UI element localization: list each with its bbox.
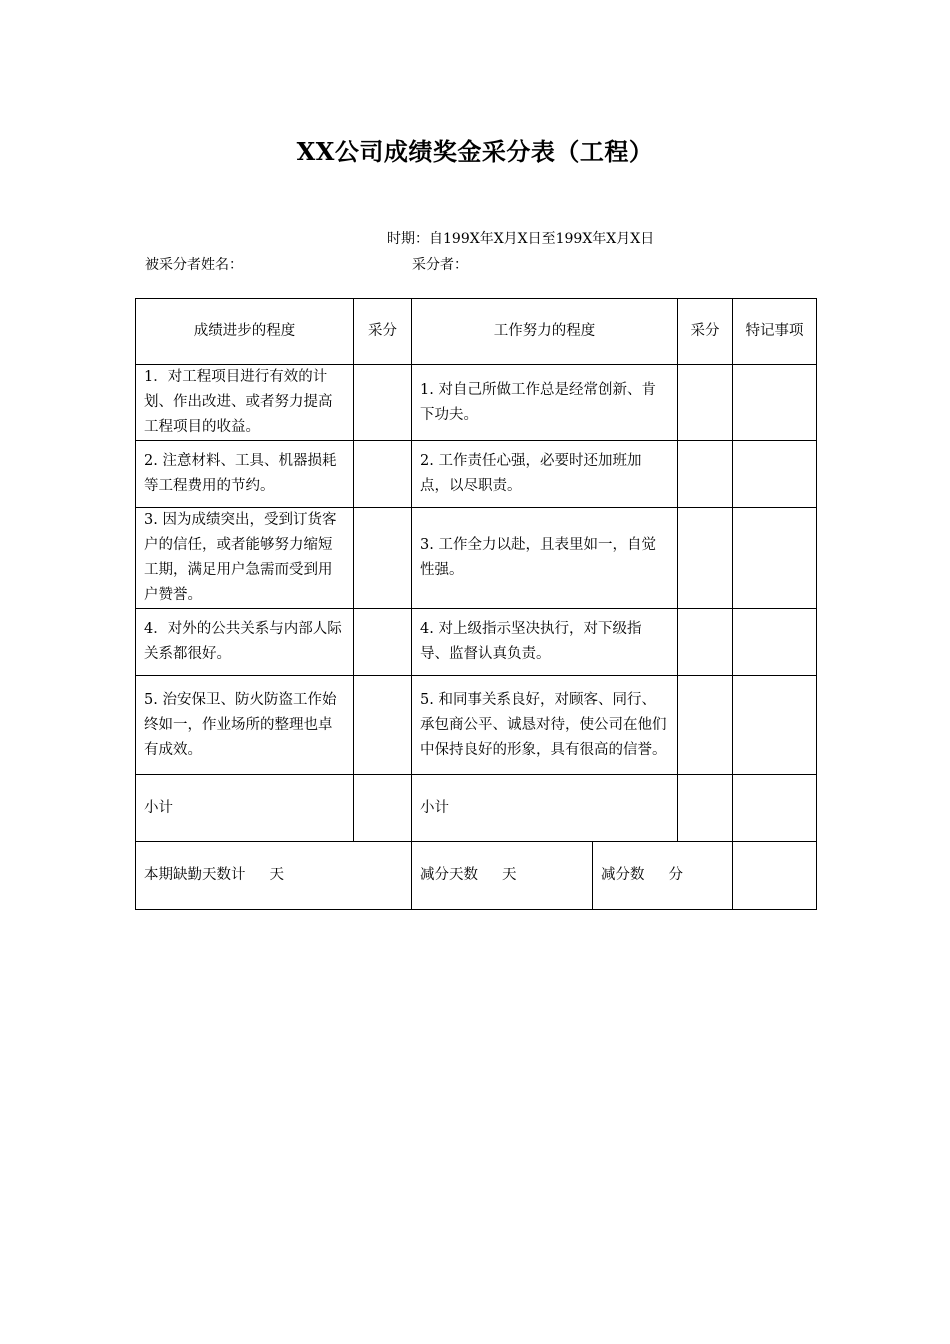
footer-notes-cell[interactable] xyxy=(733,842,817,910)
progress-item-4: 4．对外的公共关系与内部人际关系都很好。 xyxy=(136,609,354,676)
absence-days-unit: 天 xyxy=(269,867,284,883)
progress-item-5: 5. 治安保卫、防火防盗工作始终如一，作业场所的整理也卓有成效。 xyxy=(136,676,354,775)
deduction-cell xyxy=(412,842,733,910)
table-row xyxy=(136,676,817,775)
subtotal-effort-label: 小计 xyxy=(412,775,678,842)
evaluatee-name-label: 被采分者姓名： xyxy=(145,257,243,273)
document-title: XX公司成绩奖金采分表（工程） xyxy=(296,137,654,166)
progress-item-1: 1．对工程项目进行有效的计划、作出改进、或者努力提高工程项目的收益。 xyxy=(136,365,354,441)
subtotal-progress-label: 小计 xyxy=(136,775,354,842)
table-row xyxy=(136,365,817,441)
deduct-days-cell[interactable] xyxy=(412,842,593,909)
evaluator-label: 采分者： xyxy=(412,257,468,273)
score-cell-progress-3[interactable] xyxy=(354,508,412,609)
notes-cell-4[interactable] xyxy=(733,609,817,676)
header-notes: 特记事项 xyxy=(733,299,817,365)
absence-days-cell[interactable] xyxy=(136,842,412,910)
header-effort: 工作努力的程度 xyxy=(412,299,678,365)
header-score-2: 采分 xyxy=(678,299,733,365)
table-row xyxy=(136,508,817,609)
subtotal-effort-score[interactable] xyxy=(678,775,733,842)
notes-cell-3[interactable] xyxy=(733,508,817,609)
header-score-1: 采分 xyxy=(354,299,412,365)
header-progress: 成绩进步的程度 xyxy=(136,299,354,365)
score-cell-progress-2[interactable] xyxy=(354,441,412,508)
progress-item-2: 2. 注意材料、工具、机器损耗等工程费用的节约。 xyxy=(136,441,354,508)
deduct-days-unit: 天 xyxy=(502,867,517,883)
absence-days-label: 本期缺勤天数计 xyxy=(144,867,246,883)
effort-item-5: 5. 和同事关系良好，对顾客、同行、承包商公平、诚恳对待，使公司在他们中保持良好的形象，具有很高的信誉。 xyxy=(412,676,678,775)
subtotal-progress-score[interactable] xyxy=(354,775,412,842)
table-row xyxy=(136,609,817,676)
score-cell-effort-1[interactable] xyxy=(678,365,733,441)
footer-row xyxy=(136,842,817,910)
notes-cell-2[interactable] xyxy=(733,441,817,508)
score-cell-effort-3[interactable] xyxy=(678,508,733,609)
score-cell-effort-5[interactable] xyxy=(678,676,733,775)
effort-item-4: 4. 对上级指示坚决执行，对下级指导、监督认真负责。 xyxy=(412,609,678,676)
progress-item-3: 3. 因为成绩突出，受到订货客户的信任，或者能够努力缩短工期，满足用户急需而受到用户赞誉。 xyxy=(136,508,354,609)
deduct-points-label: 减分数 xyxy=(601,867,645,883)
deduct-points-cell[interactable] xyxy=(593,842,732,909)
deduct-days-label: 减分天数 xyxy=(420,867,478,883)
score-cell-effort-2[interactable] xyxy=(678,441,733,508)
subtotal-row xyxy=(136,775,817,842)
effort-item-3: 3. 工作全力以赴，且表里如一，自觉性强。 xyxy=(412,508,678,609)
effort-item-2: 2. 工作责任心强，必要时还加班加点，以尽职责。 xyxy=(412,441,678,508)
subtotal-notes[interactable] xyxy=(733,775,817,842)
score-cell-progress-1[interactable] xyxy=(354,365,412,441)
notes-cell-1[interactable] xyxy=(733,365,817,441)
deduct-points-unit: 分 xyxy=(668,867,683,883)
period-line: 时期：自199X年X月X日至199X年X月X日 xyxy=(387,231,655,247)
score-cell-effort-4[interactable] xyxy=(678,609,733,676)
score-cell-progress-5[interactable] xyxy=(354,676,412,775)
table-row xyxy=(136,441,817,508)
score-table xyxy=(135,298,817,910)
table-header-row xyxy=(136,299,817,365)
effort-item-1: 1. 对自己所做工作总是经常创新、肯下功夫。 xyxy=(412,365,678,441)
score-cell-progress-4[interactable] xyxy=(354,609,412,676)
notes-cell-5[interactable] xyxy=(733,676,817,775)
